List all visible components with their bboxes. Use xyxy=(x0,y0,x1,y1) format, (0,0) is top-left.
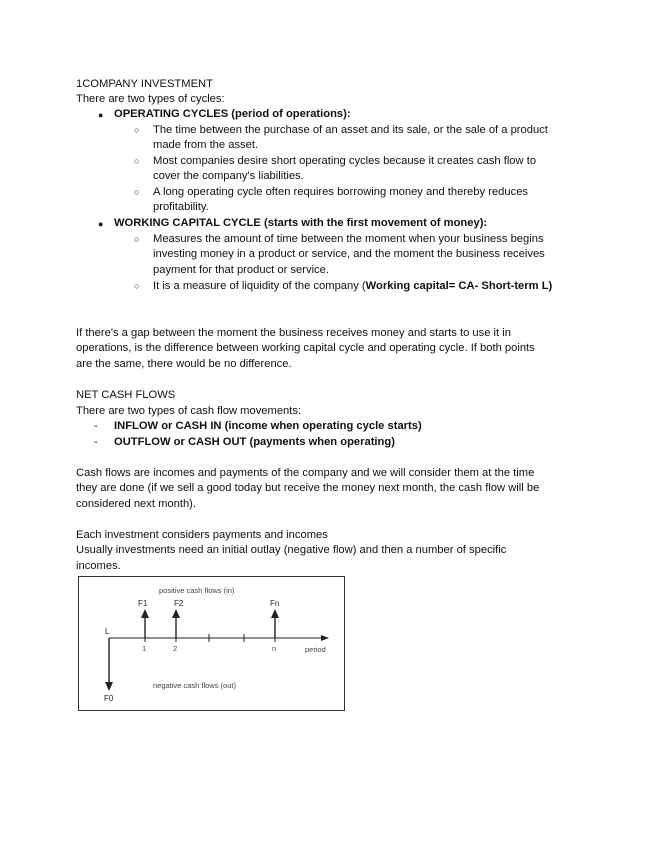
section-title-net-cash-flows: NET CASH FLOWS xyxy=(76,389,176,401)
tick-label-n: n xyxy=(272,644,277,653)
paragraph-line: Cash flows are incomes and payments of the company and we will consider them at the time xyxy=(76,467,535,479)
list-item xyxy=(153,185,583,216)
paragraph-line: If there's a gap between the moment the business receives money and starts to use it in xyxy=(76,327,511,339)
cash-flow-diagram-svg xyxy=(79,577,344,710)
cash-flow-intro: There are two types of cash flow movements: xyxy=(76,405,302,417)
circle-bullet-icon: ○ xyxy=(134,187,140,197)
list-item-line: investing money in a product or service, and the moment the business receives xyxy=(153,248,545,261)
flow-label-f1: F1 xyxy=(138,599,148,608)
inflow-item: INFLOW or CASH IN (income when operating cycle starts) xyxy=(114,420,422,432)
section-title-company-investment: 1COMPANY INVESTMENT xyxy=(76,78,213,90)
investment-paragraph xyxy=(76,528,571,574)
arrowhead-up xyxy=(172,609,180,618)
paragraph-line: operations, is the difference between working capital cycle and operating cycle. If both points xyxy=(76,342,535,355)
circle-bullet-icon: ○ xyxy=(134,125,140,135)
paragraph-line: they are done (if we sell a good today but receive the money next month, the cash flow will be xyxy=(76,482,540,495)
list-item-line: payment for that product or service. xyxy=(153,263,329,276)
outflow-item: OUTFLOW or CASH OUT (payments when operating) xyxy=(114,436,395,448)
bullet-dot-icon: ● xyxy=(98,219,104,229)
working-capital-heading: WORKING CAPITAL CYCLE (starts with the first movement of money): xyxy=(114,217,488,229)
cashflow-paragraph xyxy=(76,466,571,512)
list-item xyxy=(153,123,583,154)
paragraph-line: considered next month). xyxy=(76,497,197,510)
liquidity-text: It is a measure of liquidity of the company ( xyxy=(153,280,366,292)
list-item-line: profitability. xyxy=(153,201,209,214)
bullet-dot-icon: ● xyxy=(98,110,104,120)
positive-cash-flows-label: positive cash flows (in) xyxy=(159,586,235,595)
origin-label: L xyxy=(105,627,110,636)
paragraph-line: are the same, there would be no difference. xyxy=(76,357,292,370)
list-item-line: Measures the amount of time between the moment when your business begins xyxy=(153,233,544,245)
list-item-line: cover the company's liabilities. xyxy=(153,170,304,183)
gap-paragraph xyxy=(76,326,571,372)
flow-label-f2: F2 xyxy=(174,599,184,608)
negative-cash-flows-label: negative cash flows (out) xyxy=(153,681,236,690)
list-item-line: Most companies desire short operating cycles because it creates cash flow to xyxy=(153,155,537,167)
flow-label-fn: Fn xyxy=(270,599,280,608)
tick-label-2: 2 xyxy=(173,644,178,653)
arrowhead-down xyxy=(105,682,113,691)
arrowhead-up xyxy=(271,609,279,618)
arrowhead-up xyxy=(141,609,149,618)
dash-bullet-icon: - xyxy=(94,436,98,448)
list-item-line: A long operating cycle often requires borrowing money and thereby reduces xyxy=(153,186,529,198)
circle-bullet-icon: ○ xyxy=(134,156,140,166)
paragraph-line: Each investment considers payments and incomes xyxy=(76,529,328,541)
dash-bullet-icon: - xyxy=(94,420,98,432)
time-axis-arrowhead xyxy=(321,635,329,641)
list-item xyxy=(153,154,583,185)
list-item-line: The time between the purchase of an asset and its sale, or the sale of a product xyxy=(153,124,548,136)
cycles-intro: There are two types of cycles: xyxy=(76,93,225,105)
list-item xyxy=(153,232,583,278)
list-item-line: made from the asset. xyxy=(153,139,259,152)
flow-label-f0: F0 xyxy=(104,694,114,703)
circle-bullet-icon: ○ xyxy=(134,281,140,291)
cash-flow-diagram xyxy=(78,576,345,711)
period-axis-label: period xyxy=(305,645,326,654)
paragraph-line: Usually investments need an initial outlay (negative flow) and then a number of specific xyxy=(76,544,507,557)
operating-cycles-heading: OPERATING CYCLES (period of operations): xyxy=(114,108,351,120)
tick-label-1: 1 xyxy=(142,644,147,653)
paragraph-line: incomes. xyxy=(76,559,121,572)
circle-bullet-icon: ○ xyxy=(134,234,140,244)
list-item-liquidity xyxy=(153,279,583,294)
working-capital-formula: Working capital= CA- Short-term L) xyxy=(365,280,553,292)
